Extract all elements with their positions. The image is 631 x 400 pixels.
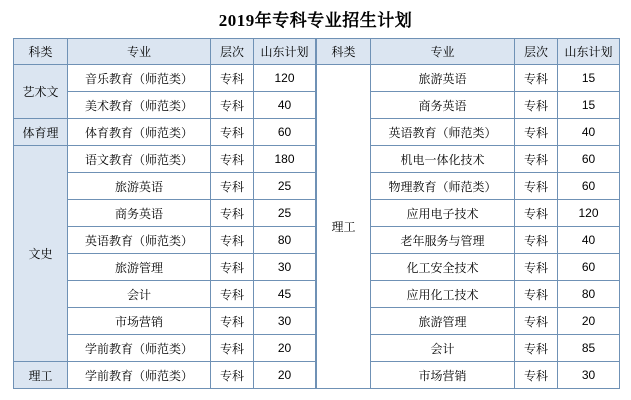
column-header-category: 科类 bbox=[317, 39, 371, 65]
cell-major: 商务英语 bbox=[371, 92, 515, 119]
cell-plan: 15 bbox=[558, 92, 620, 119]
cell-major: 会计 bbox=[371, 335, 515, 362]
cell-major: 应用电子技术 bbox=[371, 200, 515, 227]
cell-level: 专科 bbox=[515, 65, 558, 92]
cell-plan: 60 bbox=[558, 173, 620, 200]
cell-major: 英语教育（师范类） bbox=[68, 227, 211, 254]
cell-level: 专科 bbox=[515, 281, 558, 308]
cell-category: 体育理 bbox=[14, 119, 68, 146]
cell-major: 学前教育（师范类） bbox=[68, 335, 211, 362]
column-header-major: 专业 bbox=[68, 39, 211, 65]
table-header-row bbox=[317, 39, 620, 65]
page-title: 2019年专科专业招生计划 bbox=[218, 11, 413, 30]
cell-plan: 85 bbox=[558, 335, 620, 362]
left-table bbox=[13, 38, 316, 389]
cell-level: 专科 bbox=[515, 335, 558, 362]
cell-category: 理工 bbox=[317, 65, 371, 389]
cell-major: 体育教育（师范类） bbox=[68, 119, 211, 146]
cell-plan: 80 bbox=[558, 281, 620, 308]
table-row bbox=[14, 362, 316, 389]
cell-level: 专科 bbox=[211, 281, 254, 308]
cell-plan: 40 bbox=[254, 92, 316, 119]
cell-major: 旅游管理 bbox=[68, 254, 211, 281]
cell-plan: 25 bbox=[254, 173, 316, 200]
cell-level: 专科 bbox=[211, 92, 254, 119]
cell-level: 专科 bbox=[515, 92, 558, 119]
cell-plan: 30 bbox=[558, 362, 620, 389]
cell-level: 专科 bbox=[211, 119, 254, 146]
cell-level: 专科 bbox=[515, 227, 558, 254]
cell-major: 物理教育（师范类） bbox=[371, 173, 515, 200]
cell-plan: 20 bbox=[254, 335, 316, 362]
table-row bbox=[14, 119, 316, 146]
cell-major: 市场营销 bbox=[68, 308, 211, 335]
cell-major: 化工安全技术 bbox=[371, 254, 515, 281]
cell-level: 专科 bbox=[211, 362, 254, 389]
cell-level: 专科 bbox=[211, 173, 254, 200]
table-row bbox=[14, 65, 316, 92]
cell-plan: 15 bbox=[558, 65, 620, 92]
cell-plan: 180 bbox=[254, 146, 316, 173]
cell-plan: 120 bbox=[254, 65, 316, 92]
cell-major: 语文教育（师范类） bbox=[68, 146, 211, 173]
cell-category: 理工 bbox=[14, 362, 68, 389]
cell-level: 专科 bbox=[211, 65, 254, 92]
left-table-body bbox=[14, 65, 316, 389]
table-row bbox=[317, 65, 620, 92]
column-header-level: 层次 bbox=[211, 39, 254, 65]
cell-level: 专科 bbox=[211, 200, 254, 227]
cell-plan: 60 bbox=[558, 146, 620, 173]
tables-container bbox=[0, 38, 631, 389]
cell-plan: 25 bbox=[254, 200, 316, 227]
table-header-row bbox=[14, 39, 316, 65]
cell-plan: 20 bbox=[558, 308, 620, 335]
cell-plan: 20 bbox=[254, 362, 316, 389]
cell-category: 艺术文 bbox=[14, 65, 68, 119]
cell-level: 专科 bbox=[515, 200, 558, 227]
cell-level: 专科 bbox=[515, 146, 558, 173]
column-header-level: 层次 bbox=[515, 39, 558, 65]
right-table-body bbox=[317, 65, 620, 389]
column-header-major: 专业 bbox=[371, 39, 515, 65]
cell-major: 旅游管理 bbox=[371, 308, 515, 335]
column-header-category: 科类 bbox=[14, 39, 68, 65]
cell-level: 专科 bbox=[515, 362, 558, 389]
cell-level: 专科 bbox=[515, 173, 558, 200]
cell-major: 英语教育（师范类） bbox=[371, 119, 515, 146]
cell-major: 旅游英语 bbox=[68, 173, 211, 200]
cell-major: 旅游英语 bbox=[371, 65, 515, 92]
cell-plan: 30 bbox=[254, 308, 316, 335]
cell-plan: 40 bbox=[558, 227, 620, 254]
cell-plan: 120 bbox=[558, 200, 620, 227]
cell-plan: 60 bbox=[254, 119, 316, 146]
cell-plan: 30 bbox=[254, 254, 316, 281]
cell-major: 市场营销 bbox=[371, 362, 515, 389]
cell-level: 专科 bbox=[211, 254, 254, 281]
column-header-plan: 山东计划 bbox=[254, 39, 316, 65]
cell-plan: 80 bbox=[254, 227, 316, 254]
cell-major: 美术教育（师范类） bbox=[68, 92, 211, 119]
table-row bbox=[14, 146, 316, 173]
cell-plan: 60 bbox=[558, 254, 620, 281]
cell-level: 专科 bbox=[515, 308, 558, 335]
cell-plan: 40 bbox=[558, 119, 620, 146]
cell-level: 专科 bbox=[211, 308, 254, 335]
cell-major: 机电一体化技术 bbox=[371, 146, 515, 173]
cell-major: 老年服务与管理 bbox=[371, 227, 515, 254]
cell-plan: 45 bbox=[254, 281, 316, 308]
cell-major: 音乐教育（师范类） bbox=[68, 65, 211, 92]
cell-category: 文史 bbox=[14, 146, 68, 362]
column-header-plan: 山东计划 bbox=[558, 39, 620, 65]
cell-major: 学前教育（师范类） bbox=[68, 362, 211, 389]
cell-level: 专科 bbox=[515, 119, 558, 146]
cell-major: 会计 bbox=[68, 281, 211, 308]
right-table bbox=[316, 38, 620, 389]
cell-level: 专科 bbox=[515, 254, 558, 281]
cell-level: 专科 bbox=[211, 335, 254, 362]
cell-major: 应用化工技术 bbox=[371, 281, 515, 308]
cell-level: 专科 bbox=[211, 146, 254, 173]
cell-level: 专科 bbox=[211, 227, 254, 254]
cell-major: 商务英语 bbox=[68, 200, 211, 227]
